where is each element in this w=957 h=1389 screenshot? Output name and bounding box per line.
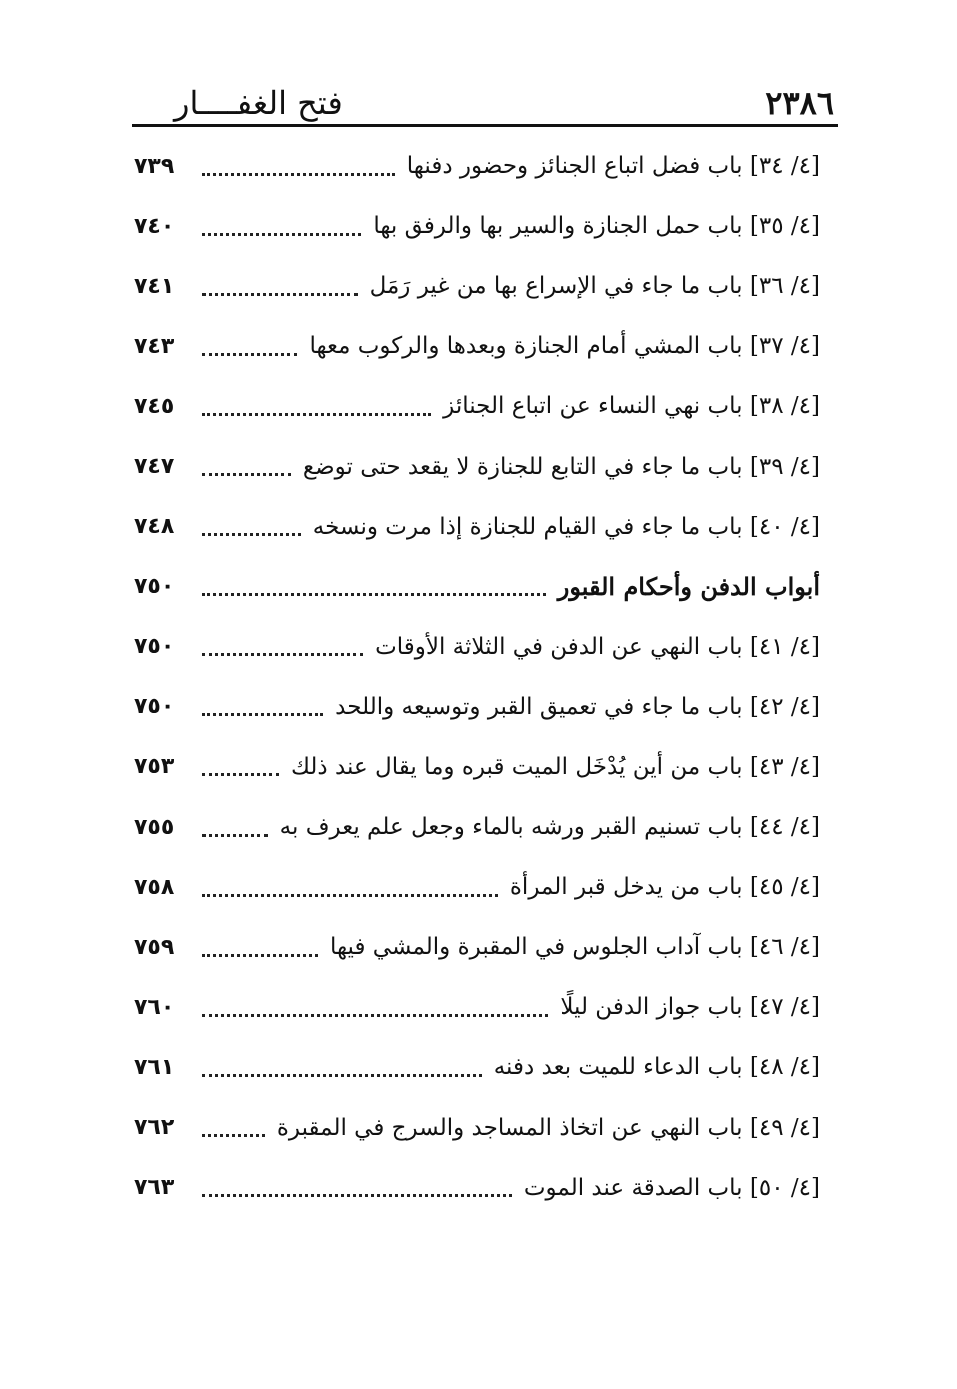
toc-entry — [134, 1037, 820, 1097]
toc-entry-text — [554, 994, 820, 1020]
toc-entry-title: باب فضل اتباع الجنائز وحضور دفنها — [406, 153, 743, 180]
toc-entry — [134, 256, 820, 316]
toc-entry-page-number: ٧٥٠ — [134, 574, 175, 600]
page-header — [132, 78, 838, 126]
toc-entry-text — [307, 514, 820, 540]
toc-entry-page-number: ٧٤٠ — [134, 213, 175, 239]
dot-leader — [202, 593, 546, 596]
dot-leader — [202, 533, 301, 536]
toc-entry-title: باب نهي النساء عن اتباع الجنائز — [443, 393, 743, 420]
toc-entry — [134, 617, 820, 677]
table-of-contents — [134, 136, 820, 1218]
toc-entry-title: باب آداب الجلوس في المقبرة والمشي فيها — [329, 934, 743, 961]
toc-entry-title: باب حمل الجنازة والسير بها والرفق بها — [373, 213, 743, 240]
toc-entry-title: باب تسنيم القبر ورشه بالماء وجعل علم يعرف به — [279, 814, 743, 841]
toc-entry — [134, 436, 820, 496]
toc-entry — [134, 136, 820, 196]
toc-entry-title: باب من أين يُدْخَل الميت قبره وما يقال عند ذلك — [291, 753, 743, 780]
toc-entry-title: باب الدعاء للميت بعد دفنه — [493, 1054, 743, 1081]
toc-entry — [134, 1098, 820, 1158]
dot-leader — [202, 293, 358, 296]
toc-entry-page-number: ٧٣٩ — [134, 153, 175, 179]
dot-leader — [202, 353, 297, 356]
toc-entry-text — [552, 572, 820, 601]
toc-entry — [134, 1158, 820, 1218]
toc-entry-text — [369, 634, 820, 660]
toc-entry-title: باب من يدخل قبر المرأة — [509, 874, 743, 901]
toc-entry-text — [488, 1054, 820, 1080]
toc-entry-page-number: ٧٤٥ — [134, 393, 175, 419]
toc-entry-ref: [٤/ ٣٤] — [749, 153, 820, 180]
toc-entry-page-number: ٧٥٨ — [134, 874, 175, 900]
dot-leader — [202, 1014, 548, 1017]
toc-entry-ref: [٤/ ٤٦] — [749, 934, 820, 961]
toc-entry — [134, 376, 820, 436]
toc-entry-title: باب ما جاء في الإسراع بها من غير رَمَل — [369, 273, 743, 300]
dot-leader — [202, 173, 395, 176]
dot-leader — [202, 1194, 512, 1197]
dot-leader — [202, 473, 291, 476]
toc-entry-ref: [٤/ ٤٩] — [749, 1114, 820, 1141]
dot-leader — [202, 233, 361, 236]
toc-entry-ref: [٤/ ٤٥] — [749, 874, 820, 901]
toc-entry-page-number: ٧٤٧ — [134, 454, 175, 480]
toc-entry-ref: [٤/ ٤٢] — [749, 693, 820, 720]
toc-entry-title: باب ما جاء في التابع للجنازة لا يقعد حتى توضع — [302, 453, 743, 480]
toc-entry — [134, 737, 820, 797]
toc-entry-text — [303, 333, 820, 359]
toc-section-heading — [134, 557, 820, 617]
header-rule — [132, 124, 838, 127]
toc-entry-text — [274, 814, 820, 840]
dot-leader — [202, 1134, 265, 1137]
toc-entry — [134, 196, 820, 256]
toc-entry-page-number: ٧٥٥ — [134, 814, 175, 840]
toc-entry-page-number: ٧٦٣ — [134, 1175, 175, 1201]
toc-entry — [134, 677, 820, 737]
toc-entry — [134, 497, 820, 557]
toc-entry-text — [437, 393, 820, 419]
toc-entry-ref: [٤/ ٤٤] — [749, 814, 820, 841]
toc-entry-title: باب المشي أمام الجنازة وبعدها والركوب معها — [309, 333, 743, 360]
toc-entry-title: باب النهي عن الدفن في الثلاثة الأوقات — [375, 633, 743, 660]
toc-entry-ref: [٤/ ٤٣] — [749, 753, 820, 780]
toc-entry — [134, 977, 820, 1037]
toc-entry-ref: [٤/ ٣٧] — [749, 333, 820, 360]
toc-entry-ref: [٤/ ٤٧] — [749, 994, 820, 1021]
toc-entry-page-number: ٧٤٣ — [134, 333, 175, 359]
toc-entry-page-number: ٧٦١ — [134, 1054, 175, 1080]
dot-leader — [202, 1074, 482, 1077]
toc-entry-title: باب ما جاء في تعميق القبر وتوسيعه واللحد — [335, 693, 743, 720]
toc-entry-ref: [٤/ ٣٦] — [749, 273, 820, 300]
toc-entry-page-number: ٧٥٩ — [134, 934, 175, 960]
toc-entry-ref: [٤/ ٤٠] — [749, 513, 820, 540]
toc-entry-text — [324, 934, 820, 960]
toc-entry — [134, 857, 820, 917]
toc-entry-page-number: ٧٦٢ — [134, 1115, 175, 1141]
dot-leader — [202, 413, 431, 416]
toc-entry-text — [504, 874, 820, 900]
toc-entry-ref: [٤/ ٣٩] — [749, 453, 820, 480]
running-title: فتح الغفــــار — [174, 84, 343, 122]
toc-entry-text — [329, 694, 820, 720]
toc-entry-ref: [٤/ ٤٨] — [749, 1054, 820, 1081]
toc-entry-text — [518, 1175, 820, 1201]
page-number: ٢٣٨٦ — [765, 84, 834, 122]
toc-entry-ref: [٤/ ٤١] — [749, 633, 820, 660]
toc-entry-title: باب جواز الدفن ليلًا — [560, 994, 743, 1021]
toc-entry — [134, 797, 820, 857]
dot-leader — [202, 773, 279, 776]
toc-entry-page-number: ٧٤١ — [134, 273, 175, 299]
toc-entry-text — [364, 273, 820, 299]
toc-entry — [134, 316, 820, 376]
toc-entry-text — [401, 153, 820, 179]
toc-entry-ref: [٤/ ٣٨] — [749, 393, 820, 420]
dot-leader — [202, 954, 318, 957]
toc-entry-ref: [٤/ ٥٠] — [749, 1174, 820, 1201]
toc-entry-title: باب ما جاء في القيام للجنازة إذا مرت ونسخه — [312, 513, 743, 540]
toc-entry-page-number: ٧٤٨ — [134, 514, 175, 540]
toc-entry-text — [297, 454, 820, 480]
toc-entry-ref: [٤/ ٣٥] — [749, 213, 820, 240]
toc-entry-title: باب النهي عن اتخاذ المساجد والسرج في المقبرة — [276, 1114, 743, 1141]
dot-leader — [202, 653, 363, 656]
toc-entry-title: باب الصدقة عند الموت — [523, 1174, 743, 1201]
toc-entry-page-number: ٧٦٠ — [134, 994, 175, 1020]
toc-entry-page-number: ٧٥٠ — [134, 634, 175, 660]
toc-entry-page-number: ٧٥٠ — [134, 694, 175, 720]
toc-entry-text — [271, 1115, 820, 1141]
dot-leader — [202, 894, 498, 897]
toc-entry-text — [367, 213, 820, 239]
toc-entry — [134, 917, 820, 977]
dot-leader — [202, 713, 323, 716]
toc-entry-title: أبواب الدفن وأحكام القبور — [557, 572, 820, 602]
toc-entry-text — [285, 754, 820, 780]
toc-entry-page-number: ٧٥٣ — [134, 754, 175, 780]
dot-leader — [202, 834, 268, 837]
